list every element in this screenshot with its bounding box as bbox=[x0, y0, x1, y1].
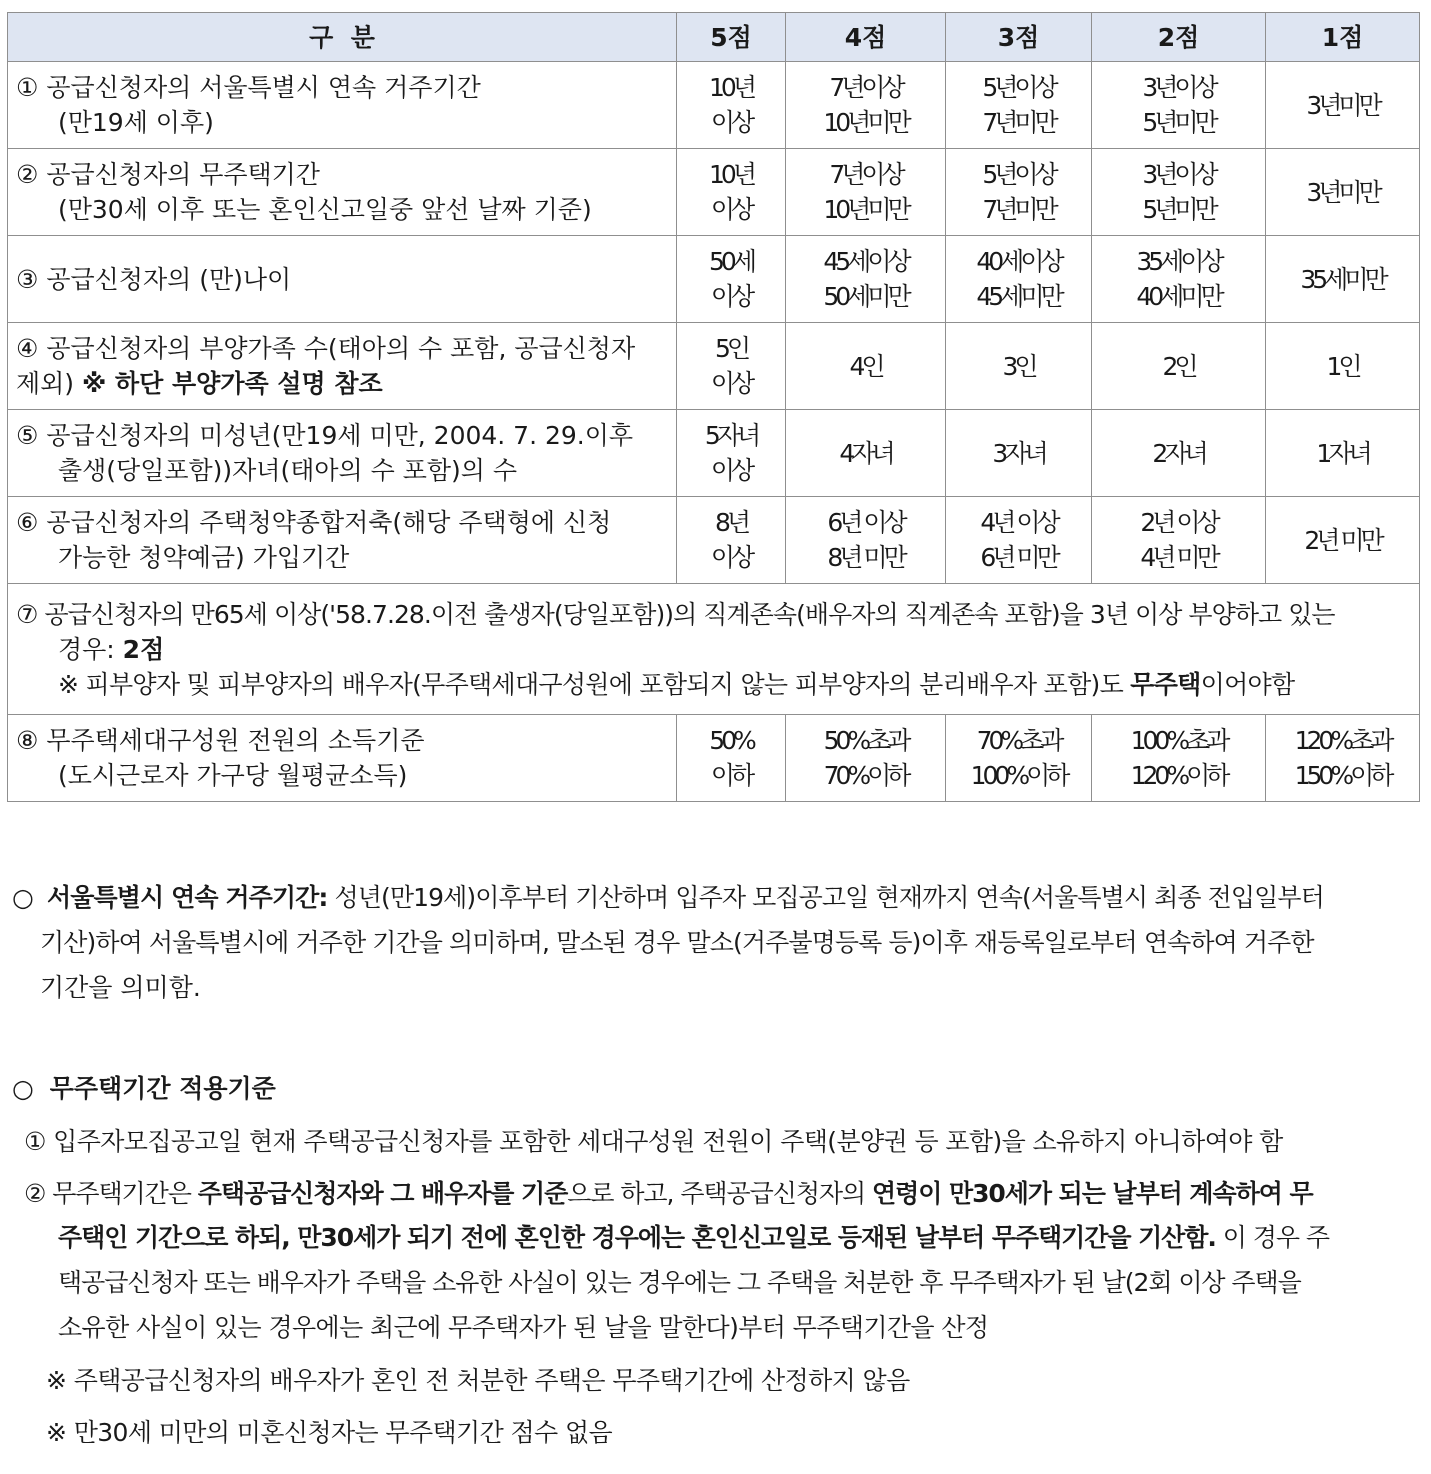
score-cell: 45세이상 50세미만 bbox=[786, 236, 946, 323]
section2-title: ○ 무주택기간 적용기준 bbox=[12, 1074, 276, 1103]
score-cell: 35세이상 40세미만 bbox=[1092, 236, 1266, 323]
row7-note: ※ 피부양자 및 피부양자의 배우자(무주택세대구성원에 포함되지 않는 피부양자의 분리배우자 포함)도 무주택이어야함 bbox=[58, 669, 1295, 699]
row-label: ⑤ 공급신청자의 미성년(만19세 미만, 2004. 7. 29.이후 출생(당일포함))자녀(태아의 수 포함)의 수 bbox=[8, 410, 677, 497]
table-row bbox=[8, 236, 1420, 323]
score-cell: 5년이상 7년미만 bbox=[946, 149, 1092, 236]
row-label: ④ 공급신청자의 부양가족 수(태아의 수 포함, 공급신청자 제외) ※ 하단 부양가족 설명 참조 bbox=[8, 323, 677, 410]
table-row bbox=[8, 497, 1420, 584]
score-cell: 2자녀 bbox=[1092, 410, 1266, 497]
score-cell: 50세 이상 bbox=[677, 236, 786, 323]
table-header-row bbox=[8, 13, 1420, 62]
score-cell: 5자녀 이상 bbox=[677, 410, 786, 497]
score-cell: 50%초과 70%이하 bbox=[786, 715, 946, 802]
table-row bbox=[8, 715, 1420, 802]
score-cell: 3인 bbox=[946, 323, 1092, 410]
score-cell: 120%초과 150%이하 bbox=[1266, 715, 1420, 802]
score-cell: 3년이상 5년미만 bbox=[1092, 149, 1266, 236]
score-cell: 2년 이상 4년 미만 bbox=[1092, 497, 1266, 584]
section1-line2: 기산)하여 서울특별시에 거주한 기간을 의미하며, 말소된 경우 말소(거주불명등록 등)이후 재등록일로부터 연속하여 거주한 bbox=[40, 928, 1314, 957]
row-label: ③ 공급신청자의 (만)나이 bbox=[8, 236, 677, 323]
section2-item2-line2: 주택인 기간으로 하되, 만30세가 되기 전에 혼인한 경우에는 혼인신고일로 등재된 날부터 무주택기간을 기산함. 이 경우 주 bbox=[58, 1223, 1329, 1252]
score-cell: 40세이상 45세미만 bbox=[946, 236, 1092, 323]
row-label: ⑦ 공급신청자의 만65세 이상('58.7.28.이전 출생자(당일포함))의 직계존속(배우자의 직계존속 포함)을 3년 이상 부양하고 있는 경우: 2점 ※ 피부양자 및 피부양자의 배우자(무주택세대구성원에 포함되지 않는 피부양자의 분리배우자 포함)도 무주택이어야함 bbox=[8, 584, 1420, 715]
row-label: ② 공급신청자의 무주택기간 (만30세 이후 또는 혼인신고일중 앞선 날짜 기준) bbox=[8, 149, 677, 236]
table-row bbox=[8, 62, 1420, 149]
section1-line1: ○ 서울특별시 연속 거주기간: 성년(만19세)이후부터 기산하며 입주자 모집공고일 현재까지 연속(서울특별시 최종 전입일부터 bbox=[12, 883, 1324, 912]
section2-item2-line3: 택공급신청자 또는 배우자가 주택을 소유한 사실이 있는 경우에는 그 주택을 처분한 후 무주택자가 된 날(2회 이상 주택을 bbox=[58, 1268, 1301, 1297]
table-row-dependent-elderly bbox=[8, 584, 1420, 715]
header-5pt: 5점 bbox=[677, 13, 786, 62]
score-cell: 35세미만 bbox=[1266, 236, 1420, 323]
score-cell: 4자녀 bbox=[786, 410, 946, 497]
row-label: ① 공급신청자의 서울특별시 연속 거주기간 (만19세 이후) bbox=[8, 62, 677, 149]
section2-note1: ※ 주택공급신청자의 배우자가 혼인 전 처분한 주택은 무주택기간에 산정하지 않음 bbox=[46, 1366, 910, 1395]
section2-note2: ※ 만30세 미만의 미혼신청자는 무주택기간 점수 없음 bbox=[46, 1418, 613, 1447]
header-4pt: 4점 bbox=[786, 13, 946, 62]
score-cell: 5년이상 7년미만 bbox=[946, 62, 1092, 149]
score-cell: 6년 이상 8년 미만 bbox=[786, 497, 946, 584]
score-cell: 10년 이상 bbox=[677, 149, 786, 236]
score-cell: 2인 bbox=[1092, 323, 1266, 410]
score-cell: 3년이상 5년미만 bbox=[1092, 62, 1266, 149]
section2-item2-line4: 소유한 사실이 있는 경우에는 최근에 무주택자가 된 날을 말한다)부터 무주택기간을 산정 bbox=[58, 1313, 989, 1342]
header-2pt: 2점 bbox=[1092, 13, 1266, 62]
score-cell: 100%초과 120%이하 bbox=[1092, 715, 1266, 802]
section2-item2-line1: ② 무주택기간은 주택공급신청자와 그 배우자를 기준으로 하고, 주택공급신청자의 연령이 만30세가 되는 날부터 계속하여 무 bbox=[24, 1179, 1313, 1208]
score-cell: 4인 bbox=[786, 323, 946, 410]
header-category: 구 분 bbox=[8, 13, 677, 62]
score-cell: 4년 이상 6년 미만 bbox=[946, 497, 1092, 584]
score-cell: 5인 이상 bbox=[677, 323, 786, 410]
score-cell: 8년 이상 bbox=[677, 497, 786, 584]
header-3pt: 3점 bbox=[946, 13, 1092, 62]
score-cell: 3자녀 bbox=[946, 410, 1092, 497]
table-row bbox=[8, 149, 1420, 236]
score-cell: 50% 이하 bbox=[677, 715, 786, 802]
table-row bbox=[8, 410, 1420, 497]
section1-line3: 기간을 의미함. bbox=[40, 973, 201, 1002]
header-1pt: 1점 bbox=[1266, 13, 1420, 62]
score-cell: 3년미만 bbox=[1266, 149, 1420, 236]
score-cell: 1자녀 bbox=[1266, 410, 1420, 497]
score-cell: 70%초과 100%이하 bbox=[946, 715, 1092, 802]
row-label: ⑧ 무주택세대구성원 전원의 소득기준 (도시근로자 가구당 월평균소득) bbox=[8, 715, 677, 802]
score-table bbox=[7, 12, 1420, 802]
score-cell: 10년 이상 bbox=[677, 62, 786, 149]
score-cell: 3년미만 bbox=[1266, 62, 1420, 149]
score-cell: 7년이상 10년미만 bbox=[786, 62, 946, 149]
score-cell: 1인 bbox=[1266, 323, 1420, 410]
row-label: ⑥ 공급신청자의 주택청약종합저축(해당 주택형에 신청 가능한 청약예금) 가입기간 bbox=[8, 497, 677, 584]
score-cell: 7년이상 10년미만 bbox=[786, 149, 946, 236]
table-row bbox=[8, 323, 1420, 410]
section2-item1: ① 입주자모집공고일 현재 주택공급신청자를 포함한 세대구성원 전원이 주택(분양권 등 포함)을 소유하지 아니하여야 함 bbox=[24, 1127, 1283, 1156]
score-cell: 2년 미만 bbox=[1266, 497, 1420, 584]
